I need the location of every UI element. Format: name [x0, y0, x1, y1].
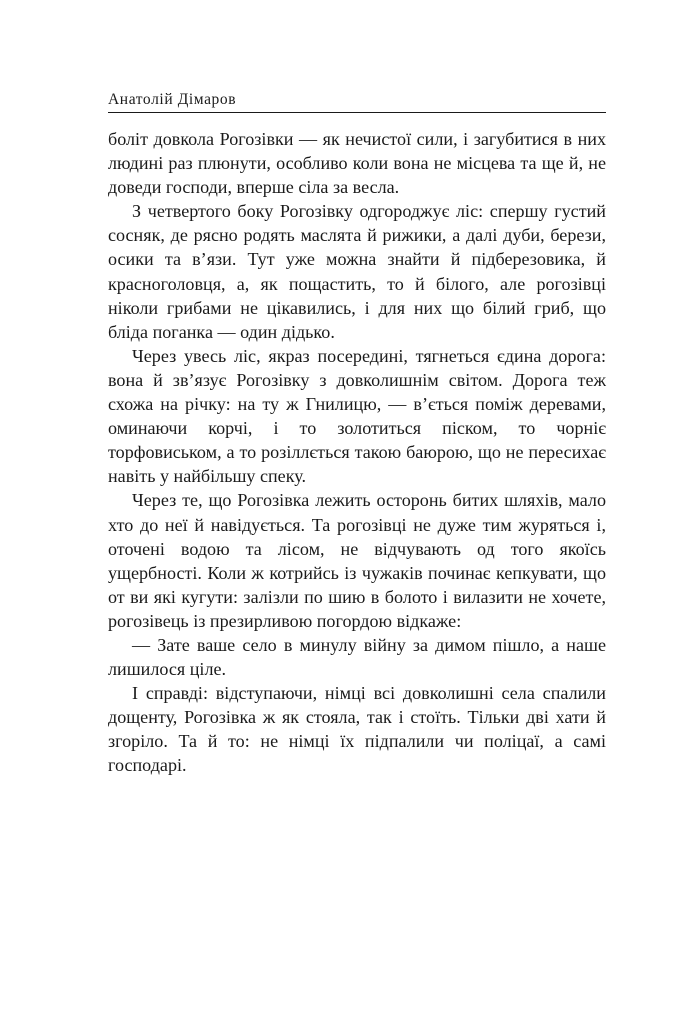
paragraph-2: З четвертого боку Рогозiвку одгороджує лiс: спершу густий сосняк, де рясно родять маслята й рижики, а далi дуби, берези, осики та в’язи. Тут уже можна знайти й пiдберезовика, й красноголовця, а, як пощастить, то й бiлого, але рогозiвцi нiколи грибами не цiкавились, i для них що бiлий гриб, що блiда поганка — один дiдько.: [108, 201, 606, 342]
running-head: [108, 90, 606, 113]
paragraph-1: болiт довкола Рогозiвки — як нечистої сили, i загубитися в них людинi раз плюнути, особливо коли вона не мiсцева та ще й, не доведи господи, вперше сiла за весла.: [108, 129, 606, 198]
paragraph-5: — Зате ваше село в минулу вiйну за димом пiшло, а наше лишилося цiле.: [108, 634, 606, 680]
paragraph-6: I справдi: вiдступаючи, нiмцi всi довколишнi села спалили дощенту, Рогозiвка ж як стояла, так i стоїть. Тiльки двi хати й згорiло. Та й то: не нiмцi їх пiдпалили чи полiцаї, а самi господарi.: [108, 683, 606, 776]
paragraph-3: Через увесь лiс, якраз посерединi, тягнеться єдина дорога: вона й зв’язує Рогозiвку з довколишнiм свiтом. Дорога теж схожа на рiчку: на ту ж Гнилицю, — в’ється помiж деревами, оминаючи корчi, i то золотиться пiском, то чорнiє торфовиськом, а то розiллється такою баюрою, що не пересихає навiть у найбiльшу спеку.: [108, 345, 606, 487]
author-name: Анатолій Дімаров: [108, 91, 237, 108]
body-text: [108, 127, 606, 778]
paragraph-4: Через те, що Рогозiвка лежить осторонь битих шляхiв, мало хто до неї й навiдується. Та рогозiвцi не дуже тим журяться i, оточенi водою та лiсом, не вiдчувають од того якоїсь ущербностi. Коли ж котрийсь iз чужакiв починає кепкувати, що от ви якi кугути: залiзли по шию в болото i вилазити не хочете, рогозiвець iз презирливою погордою вiдкаже:: [108, 490, 606, 631]
